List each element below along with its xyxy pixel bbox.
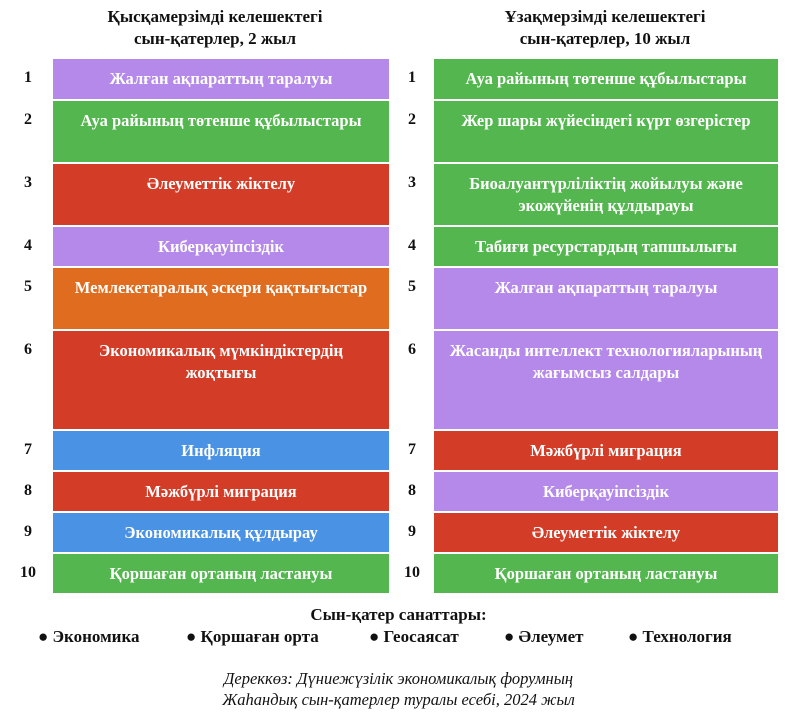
right-column-title [420,6,790,50]
rank-number: 10 [20,564,36,581]
rank-number: 3 [24,174,32,191]
risk-label: Биоалуантүрліліктің жойылуы және экожүйенің құлдырауы [469,174,743,215]
right-title-line2: сын-қатерлер, 10 жыл [519,29,691,48]
rank-number: 8 [408,482,416,499]
rank-number: 4 [24,237,32,254]
risk-label: Ауа райының төтенше құбылыстары [465,69,747,88]
legend-label: Технология [642,627,732,646]
risk-label: Табиғи ресурстардың тапшылығы [475,236,737,256]
rank-number: 5 [408,278,416,295]
risk-label: Қоршаған ортаның ластануы [109,563,333,583]
risk-item [53,513,389,552]
rank-number: 1 [408,69,416,86]
left-title-line1: Қысқамерзімді келешектегі [107,7,323,26]
bullet-icon: ● [628,627,639,646]
rank-number: 6 [24,341,32,358]
risk-item [53,268,389,329]
risk-label: Жасанды интеллект технологияларының жағымсыз салдары [449,341,763,382]
rank-number: 3 [408,174,416,191]
risk-item [434,59,778,99]
risk-item [53,164,389,225]
risk-item [53,59,389,99]
risk-label: Әлеуметтік жіктелу [146,174,296,193]
risk-item [434,164,778,225]
rank-number: 9 [408,523,416,540]
rank-number: 4 [408,237,416,254]
risk-item [434,431,778,470]
rank-number: 2 [24,111,32,128]
risk-item [434,331,778,429]
bullet-icon: ● [369,627,380,646]
right-title-line1: Ұзақмерзімді келешектегі [504,7,706,26]
rank-number: 10 [404,564,420,581]
risk-label: Мемлекетаралық әскери қақтығыстар [74,278,368,297]
source-line1: Дереккөз: Дүниежүзілік экономикалық форумның [223,669,574,688]
legend-label: Қоршаған орта [200,627,319,646]
legend-label: Экономика [52,627,140,646]
rank-number: 7 [408,441,416,458]
risk-item [434,227,778,266]
bullet-icon: ● [186,627,197,646]
rank-number: 9 [24,523,32,540]
risk-label: Киберқауіпсіздік [158,236,284,256]
legend-item-economy [38,627,140,647]
source-line2: Жаһандық сын-қатерлер туралы есебі, 2024 жыл [222,690,575,709]
risk-item [53,101,389,162]
legend-label: Әлеумет [518,627,584,646]
risk-label: Мәжбүрлі миграция [145,481,297,501]
risk-label: Инфляция [181,440,261,460]
risk-item [434,472,778,511]
risk-item [434,101,778,162]
left-column-title [40,6,390,50]
risk-label: Экономикалық мүмкіндіктердің жоқтығы [99,341,343,382]
bullet-icon: ● [38,627,49,646]
risk-item [53,431,389,470]
source-note [0,668,797,710]
risk-label: Жер шары жүйесіндегі күрт өзгерістер [461,111,751,130]
rank-number: 6 [408,341,416,358]
rank-number: 5 [24,278,32,295]
rank-number: 1 [24,69,32,86]
rank-number: 7 [24,441,32,458]
risk-label: Жалған ақпараттың таралуы [494,278,718,297]
risk-item [53,554,389,593]
risk-item [434,513,778,552]
risk-item [53,472,389,511]
left-title-line2: сын-қатерлер, 2 жыл [134,29,296,48]
risk-label: Қоршаған ортаның ластануы [494,563,718,583]
legend-item-geopolitics [369,627,459,647]
risk-item [53,331,389,429]
legend-item-society [504,627,584,647]
risk-label: Ауа райының төтенше құбылыстары [80,111,362,130]
legend-item-environment [186,627,319,647]
risk-label: Мәжбүрлі миграция [530,440,682,460]
risk-item [434,268,778,329]
rank-number: 2 [408,111,416,128]
legend-label: Геосаясат [383,627,459,646]
risk-label: Киберқауіпсіздік [543,481,669,501]
risk-label: Экономикалық құлдырау [124,522,318,542]
risk-item [434,554,778,593]
risk-label: Жалған ақпараттың таралуы [109,69,333,88]
legend-title: Сын-қатер санаттары: [310,605,487,624]
legend-item-technology [628,627,732,647]
bullet-icon: ● [504,627,515,646]
rank-number: 8 [24,482,32,499]
risk-item [53,227,389,266]
risk-label: Әлеуметтік жіктелу [531,522,681,542]
